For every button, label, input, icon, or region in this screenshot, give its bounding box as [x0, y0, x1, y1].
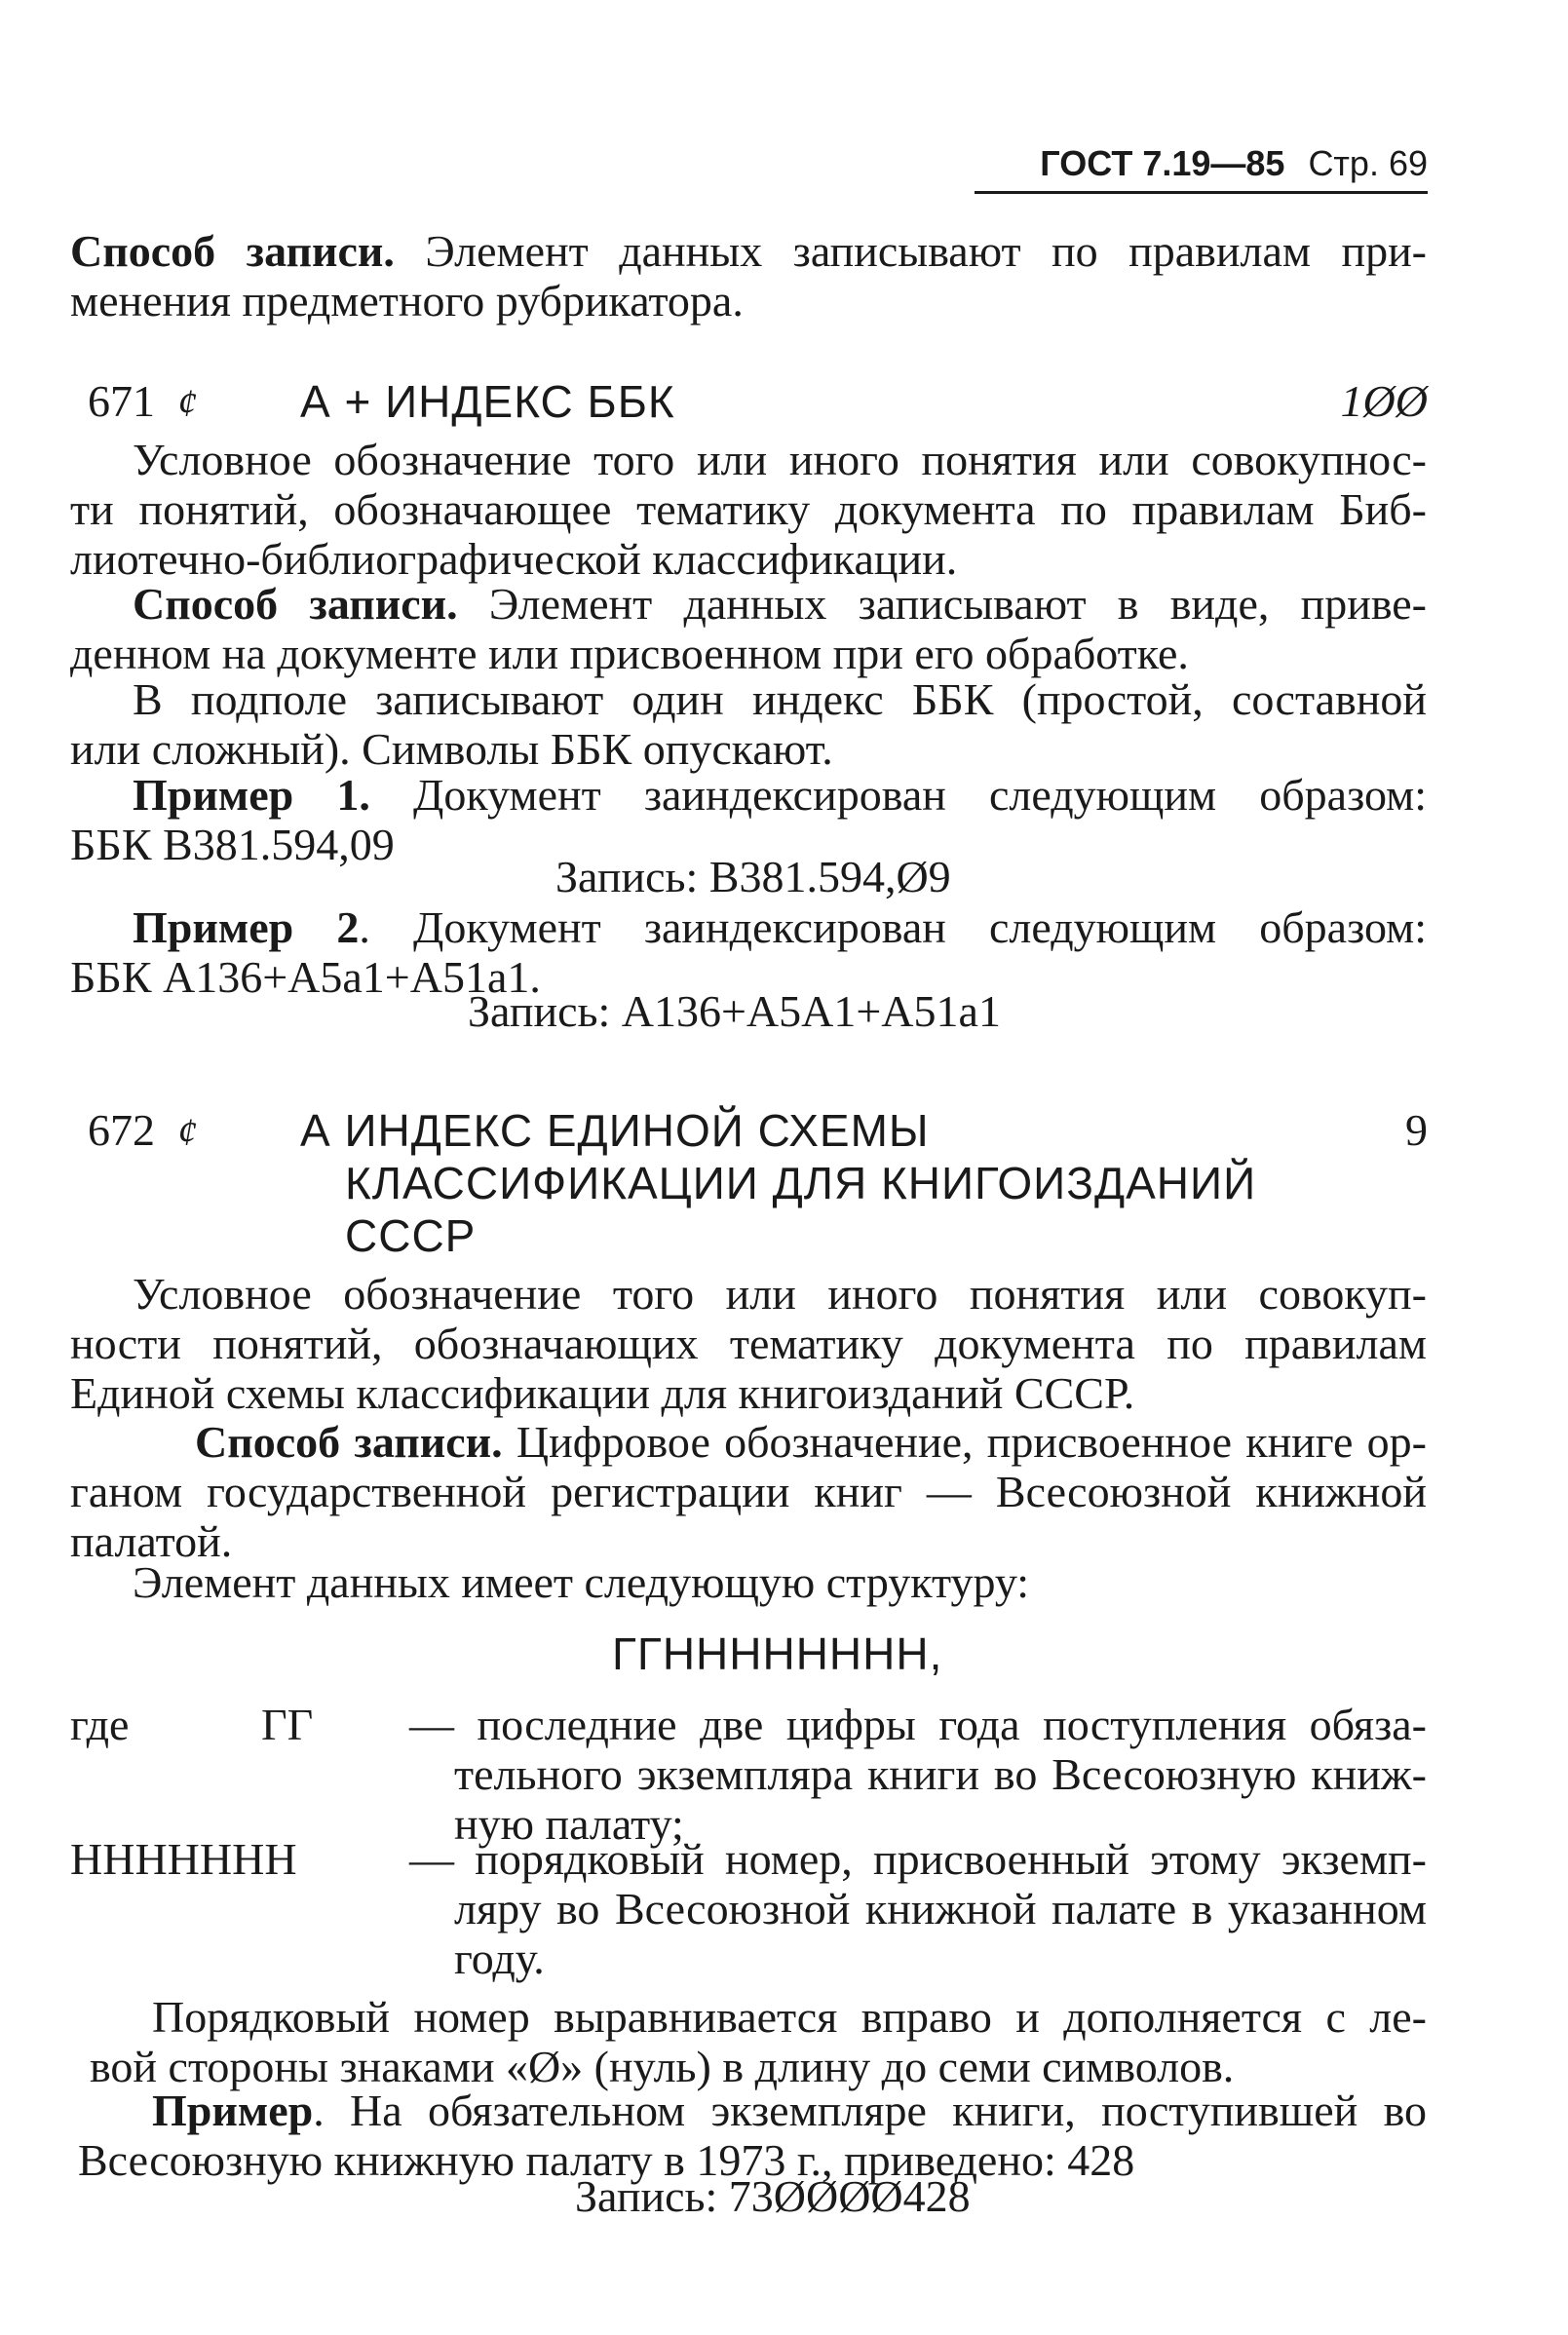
intro-text: Элемент данных записывают по правилам при-: [394, 226, 1428, 276]
entry-671-method: Способ записи. Элемент данных записывают в виде, приве- денном на документе или присвоенном при его обработке.: [70, 579, 1428, 678]
standard-number: ГОСТ 7.19—85: [1040, 143, 1285, 183]
entry-672-example-record: Запись: 73ØØØØ428: [575, 2171, 971, 2221]
structure-pattern: ГГНННННННН,: [612, 1628, 943, 1679]
entry-672-title-line-3: СССР: [345, 1210, 477, 1261]
entry-672-method: Способ записи. Цифровое обозначение, присвоенное книге ор- ганом государственной регистрации книг — Всесоюзной книжной палатой.: [70, 1417, 1427, 1566]
entry-671-title: А + ИНДЕКС ББК: [300, 376, 675, 427]
field-mark-icon: ȼ: [177, 1110, 197, 1154]
field-mark-icon: ȼ: [177, 381, 197, 425]
entry-672-title-line-1: А ИНДЕКС ЕДИНОЙ СХЕМЫ: [300, 1105, 930, 1156]
gg-term: ГГ: [261, 1700, 314, 1749]
nnn-term: ННННННН: [70, 1834, 297, 1884]
order-note: Порядковый номер выравнивается вправо и дополняется с ле- вой стороны знаками «Ø» (нуль) в длину до семи символов.: [90, 1992, 1427, 2091]
entry-671-definition: Условное обозначение того или иного понятия или совокупнос- ти понятий, обозначающее тематику документа по правилам Биб- лиотечно-библиографической классификации.: [70, 435, 1427, 584]
where-label: где: [70, 1700, 130, 1749]
entry-671-code: 1ØØ: [1340, 376, 1428, 426]
entry-671-number: 671 ȼ: [88, 374, 197, 431]
entry-672-code: 9: [1405, 1105, 1428, 1155]
entry-672-example: Пример. На обязательном экземпляре книги, поступившей во Всесоюзную книжную палату в 1973 г., приведено: 428: [78, 2086, 1427, 2185]
entry-672-definition: Условное обозначение того или иного понятия или совокуп- ности понятий, обозначающих тематику документа по правилам Единой схемы классификации для книгоизданий СССР.: [70, 1269, 1427, 1418]
gg-definition: — последние две цифры года поступления обяза- тельного экземпляра книги во Всесоюзную книж- ную палату;: [409, 1700, 1427, 1849]
method-label: Способ записи.: [70, 226, 395, 276]
entry-672-title-line-2: КЛАССИФИКАЦИИ ДЛЯ КНИГОИЗДАНИЙ: [345, 1158, 1257, 1208]
entry-671-example-1: Пример 1. Документ заиндексирован следующим образом: ББК В381.594,09: [70, 770, 1427, 869]
entry-671-example-2-record: Запись: А136+А5А1+А51а1: [468, 986, 1001, 1036]
intro-text-2: менения предметного рубрикатора.: [70, 276, 744, 325]
page-number: Стр. 69: [1308, 143, 1428, 183]
intro-paragraph: [70, 226, 1427, 325]
nnn-definition: — порядковый номер, присвоенный этому экземп- ляру во Всесоюзной книжной палате в указанном году.: [409, 1834, 1427, 1983]
entry-672-number: 672 ȼ: [88, 1103, 197, 1160]
entry-671-example-1-record: Запись: В381.594,Ø9: [555, 852, 951, 901]
page-header: [975, 136, 1428, 194]
entry-671-subfield-note: В подполе записывают один индекс ББК (простой, составной или сложный). Символы ББК опускают.: [70, 674, 1427, 774]
entry-671-example-2: Пример 2. Документ заиндексирован следующим образом: ББК А136+А5а1+А51а1.: [70, 902, 1427, 1002]
structure-intro: Элемент данных имеет следующую структуру:: [133, 1557, 1030, 1607]
